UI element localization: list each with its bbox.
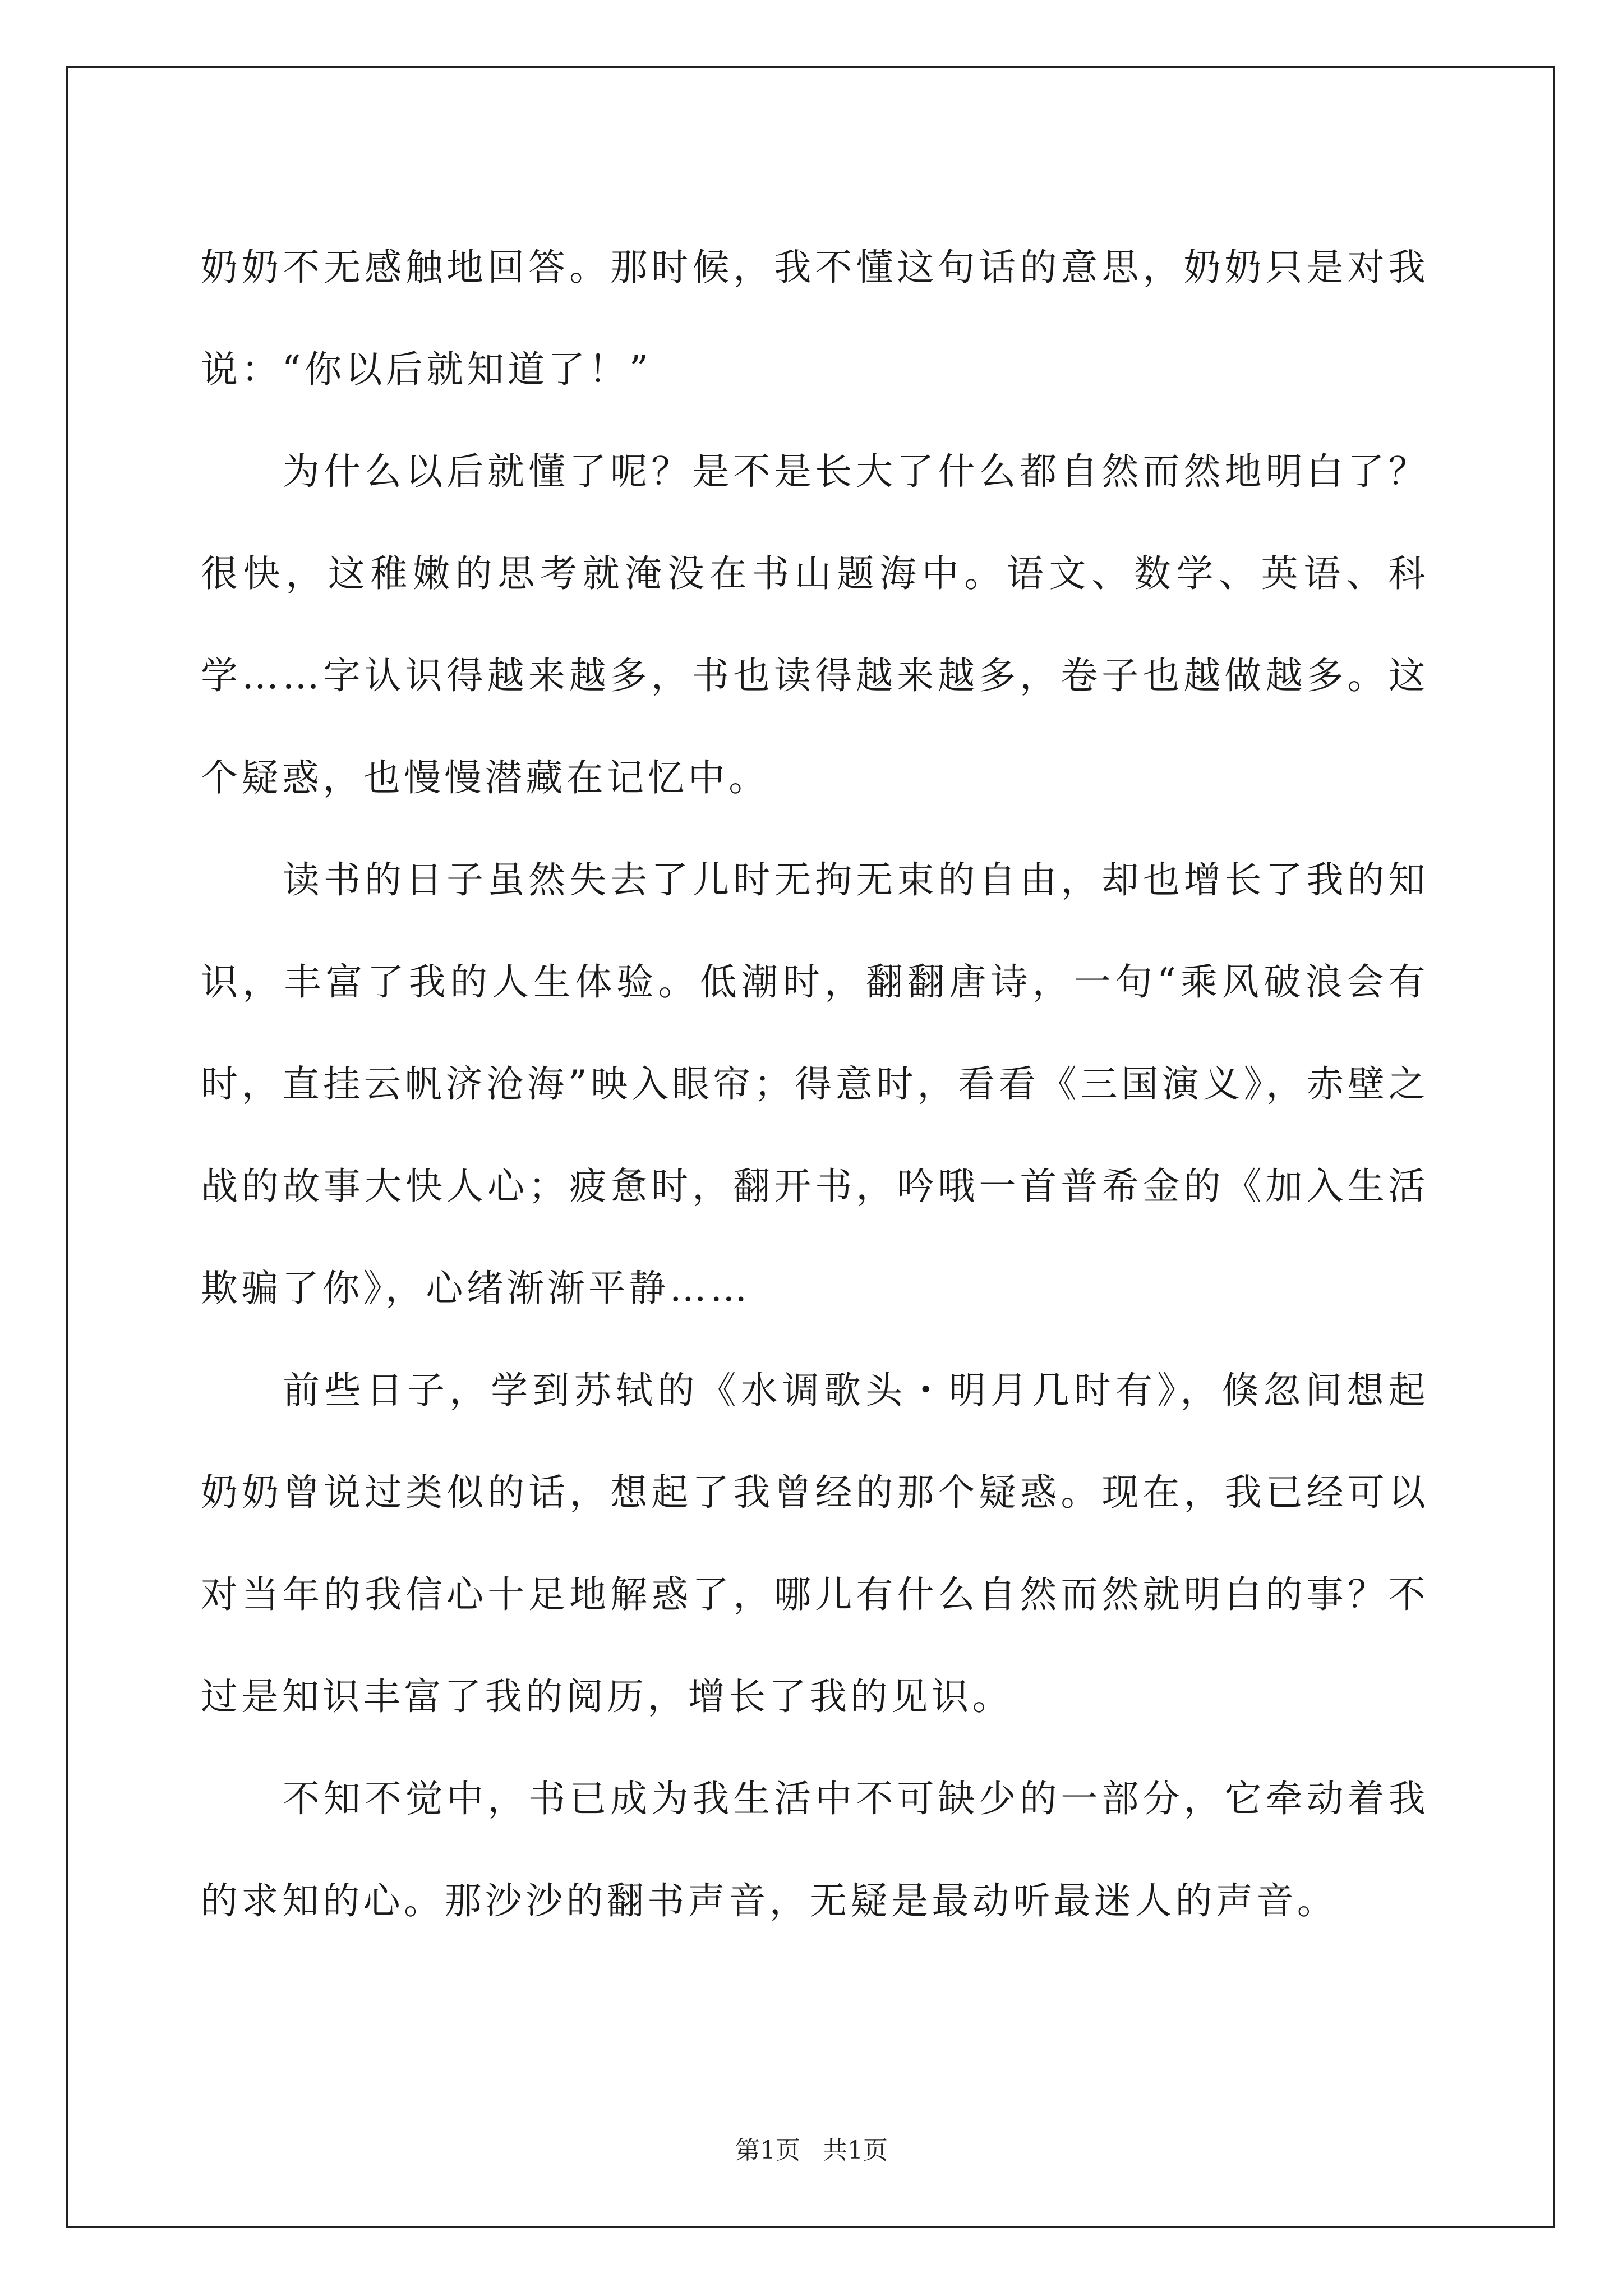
- paragraph-4: 前些日子，学到苏轼的《水调歌头・明月几时有》，倏忽间想起奶奶曾说过类似的话，想起了我曾经的那个疑惑。现在，我已经可以对当年的我信心十足地解惑了，哪儿有什么自然而然就明白的事？不过是知识丰富了我的阅历，增长了我的见识。: [201, 1369, 1429, 1718]
- document-body: [201, 217, 1429, 1952]
- paragraph-1: 奶奶不无感触地回答。那时候，我不懂这句话的意思，奶奶只是对我说：“你以后就知道了！”: [201, 246, 1429, 391]
- paragraph-3: 读书的日子虽然失去了儿时无拘无束的自由，却也增长了我的知识，丰富了我的人生体验。低潮时，翻翻唐诗，一句“乘风破浪会有时，直挂云帆济沧海”映入眼帘；得意时，看看《三国演义》，赤壁之战的故事大快人心；疲惫时，翻开书，吟哦一首普希金的《加入生活欺骗了你》，心绪渐渐平静……: [201, 858, 1429, 1310]
- paragraph-2: 为什么以后就懂了呢？是不是长大了什么都自然而然地明白了？很快，这稚嫩的思考就淹没在书山题海中。语文、数学、英语、科学……字认识得越来越多，书也读得越来越多，卷子也越做越多。这个疑惑，也慢慢潜藏在记忆中。: [201, 450, 1429, 799]
- page-number-total: 共1页: [823, 2136, 888, 2165]
- page-number-current: 第1页: [735, 2136, 800, 2165]
- page-footer: [0, 2134, 1623, 2168]
- paragraph-5: 不知不觉中，书已成为我生活中不可缺少的一部分，它牵动着我的求知的心。那沙沙的翻书声音，无疑是最动听最迷人的声音。: [201, 1777, 1429, 1922]
